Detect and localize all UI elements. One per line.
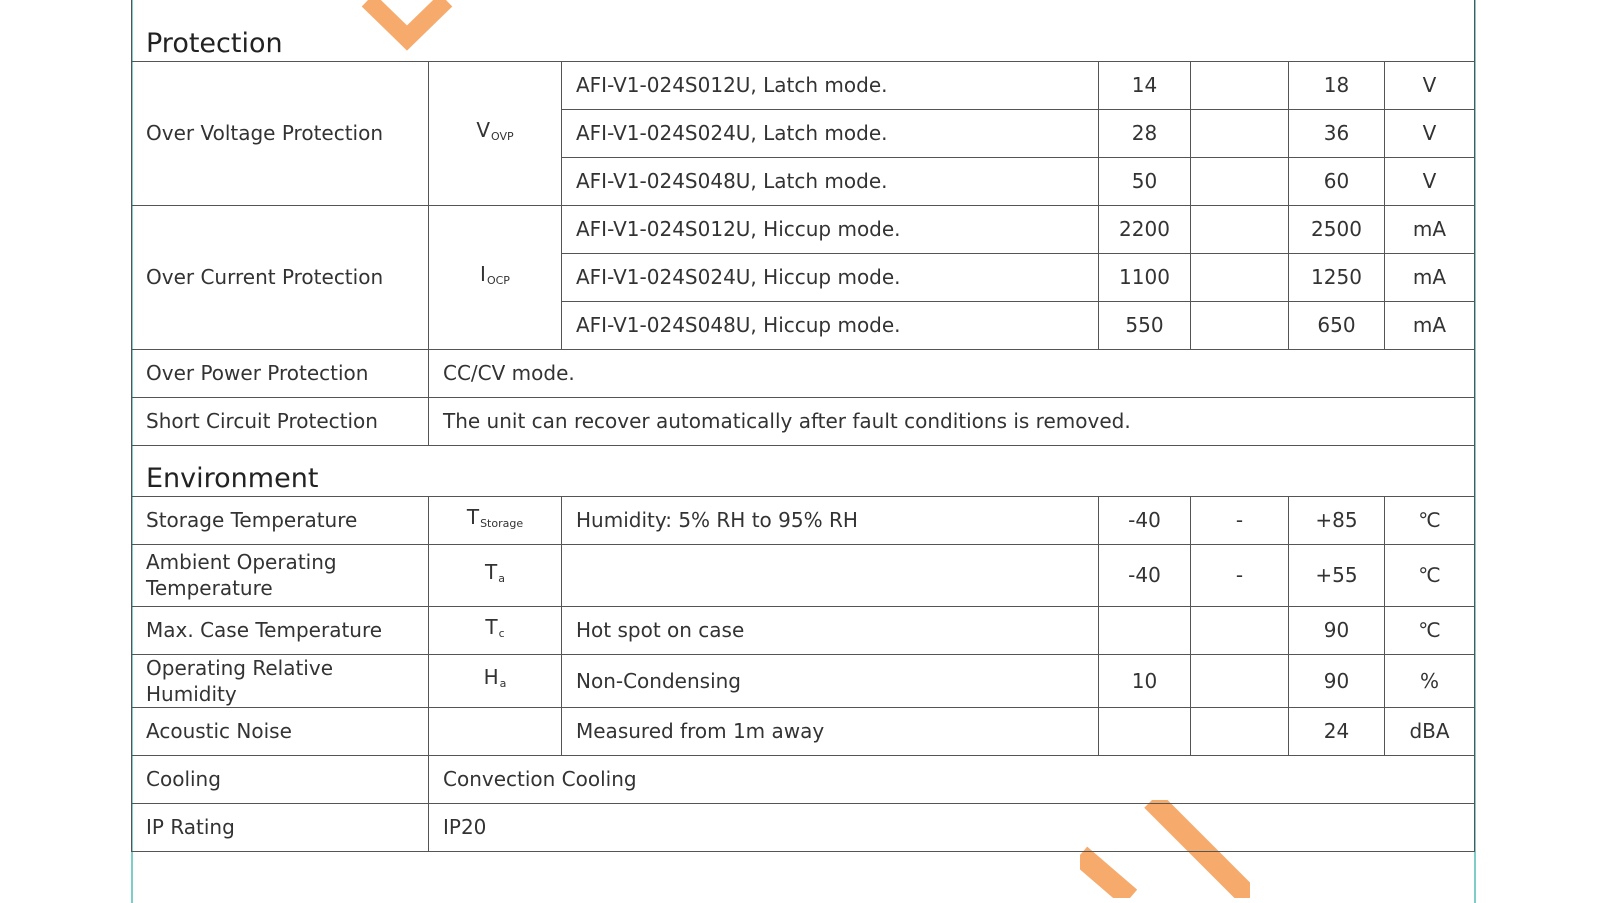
table-row xyxy=(132,606,1475,654)
unit-cell: mA xyxy=(1385,301,1475,349)
description-cell: IP20 xyxy=(429,803,1475,851)
table-row xyxy=(132,755,1475,803)
param-label: Storage Temperature xyxy=(132,496,429,544)
condition-cell: AFI-V1-024S024U, Latch mode. xyxy=(562,109,1099,157)
param-label: Cooling xyxy=(132,755,429,803)
param-symbol: $T_c$ xyxy=(429,606,562,654)
condition-cell: AFI-V1-024S048U, Latch mode. xyxy=(562,157,1099,205)
section-header-protection xyxy=(132,0,1475,61)
max-cell: 36 xyxy=(1289,109,1385,157)
typ-cell xyxy=(1191,61,1289,109)
param-symbol: $I_{OCP}$ xyxy=(429,205,562,349)
condition-cell: Measured from 1m away xyxy=(562,707,1099,755)
param-label: Over Current Protection xyxy=(132,205,429,349)
max-cell: 2500 xyxy=(1289,205,1385,253)
min-cell: 14 xyxy=(1099,61,1191,109)
condition-cell: AFI-V1-024S024U, Hiccup mode. xyxy=(562,253,1099,301)
typ-cell xyxy=(1191,606,1289,654)
param-label: Over Power Protection xyxy=(132,349,429,397)
typ-cell xyxy=(1191,157,1289,205)
min-cell xyxy=(1099,707,1191,755)
max-cell: 650 xyxy=(1289,301,1385,349)
unit-cell: % xyxy=(1385,654,1475,707)
table-row xyxy=(132,496,1475,544)
min-cell: 1100 xyxy=(1099,253,1191,301)
typ-cell: - xyxy=(1191,496,1289,544)
min-cell: 10 xyxy=(1099,654,1191,707)
unit-cell: V xyxy=(1385,61,1475,109)
description-cell: The unit can recover automatically after fault conditions is removed. xyxy=(429,397,1475,445)
min-cell: 550 xyxy=(1099,301,1191,349)
unit-cell: ℃ xyxy=(1385,544,1475,606)
table-row xyxy=(132,397,1475,445)
max-cell: +55 xyxy=(1289,544,1385,606)
condition-cell: Non-Condensing xyxy=(562,654,1099,707)
param-label: IP Rating xyxy=(132,803,429,851)
param-label: Max. Case Temperature xyxy=(132,606,429,654)
unit-cell: V xyxy=(1385,109,1475,157)
param-label: Short Circuit Protection xyxy=(132,397,429,445)
param-label: Operating Relative Humidity xyxy=(132,654,429,707)
description-cell: CC/CV mode. xyxy=(429,349,1475,397)
min-cell: -40 xyxy=(1099,544,1191,606)
table-row xyxy=(132,205,1475,253)
unit-cell: ℃ xyxy=(1385,606,1475,654)
min-cell: 28 xyxy=(1099,109,1191,157)
typ-cell xyxy=(1191,253,1289,301)
param-label: Acoustic Noise xyxy=(132,707,429,755)
unit-cell: dBA xyxy=(1385,707,1475,755)
max-cell: 60 xyxy=(1289,157,1385,205)
table-row xyxy=(132,707,1475,755)
typ-cell: - xyxy=(1191,544,1289,606)
unit-cell: mA xyxy=(1385,205,1475,253)
section-title: Protection xyxy=(132,0,1475,61)
param-symbol xyxy=(429,707,562,755)
param-symbol: $V_{OVP}$ xyxy=(429,61,562,205)
max-cell: 90 xyxy=(1289,606,1385,654)
param-symbol: $T_{Storage}$ xyxy=(429,496,562,544)
max-cell: +85 xyxy=(1289,496,1385,544)
spec-table xyxy=(131,0,1475,852)
section-title: Environment xyxy=(132,445,1475,496)
min-cell: -40 xyxy=(1099,496,1191,544)
param-label: Over Voltage Protection xyxy=(132,61,429,205)
unit-cell: ℃ xyxy=(1385,496,1475,544)
max-cell: 24 xyxy=(1289,707,1385,755)
condition-cell: Humidity: 5% RH to 95% RH xyxy=(562,496,1099,544)
max-cell: 90 xyxy=(1289,654,1385,707)
condition-cell: Hot spot on case xyxy=(562,606,1099,654)
min-cell: 2200 xyxy=(1099,205,1191,253)
table-row xyxy=(132,803,1475,851)
typ-cell xyxy=(1191,205,1289,253)
unit-cell: V xyxy=(1385,157,1475,205)
section-header-environment xyxy=(132,445,1475,496)
description-cell: Convection Cooling xyxy=(429,755,1475,803)
min-cell xyxy=(1099,606,1191,654)
table-row xyxy=(132,654,1475,707)
table-row xyxy=(132,61,1475,109)
typ-cell xyxy=(1191,654,1289,707)
condition-cell: AFI-V1-024S012U, Hiccup mode. xyxy=(562,205,1099,253)
param-label: Ambient Operating Temperature xyxy=(132,544,429,606)
min-cell: 50 xyxy=(1099,157,1191,205)
table-row xyxy=(132,544,1475,606)
typ-cell xyxy=(1191,301,1289,349)
table-row xyxy=(132,349,1475,397)
condition-cell: AFI-V1-024S012U, Latch mode. xyxy=(562,61,1099,109)
typ-cell xyxy=(1191,109,1289,157)
typ-cell xyxy=(1191,707,1289,755)
max-cell: 18 xyxy=(1289,61,1385,109)
max-cell: 1250 xyxy=(1289,253,1385,301)
param-symbol: $T_a$ xyxy=(429,544,562,606)
condition-cell: AFI-V1-024S048U, Hiccup mode. xyxy=(562,301,1099,349)
condition-cell xyxy=(562,544,1099,606)
unit-cell: mA xyxy=(1385,253,1475,301)
param-symbol: $H_a$ xyxy=(429,654,562,707)
